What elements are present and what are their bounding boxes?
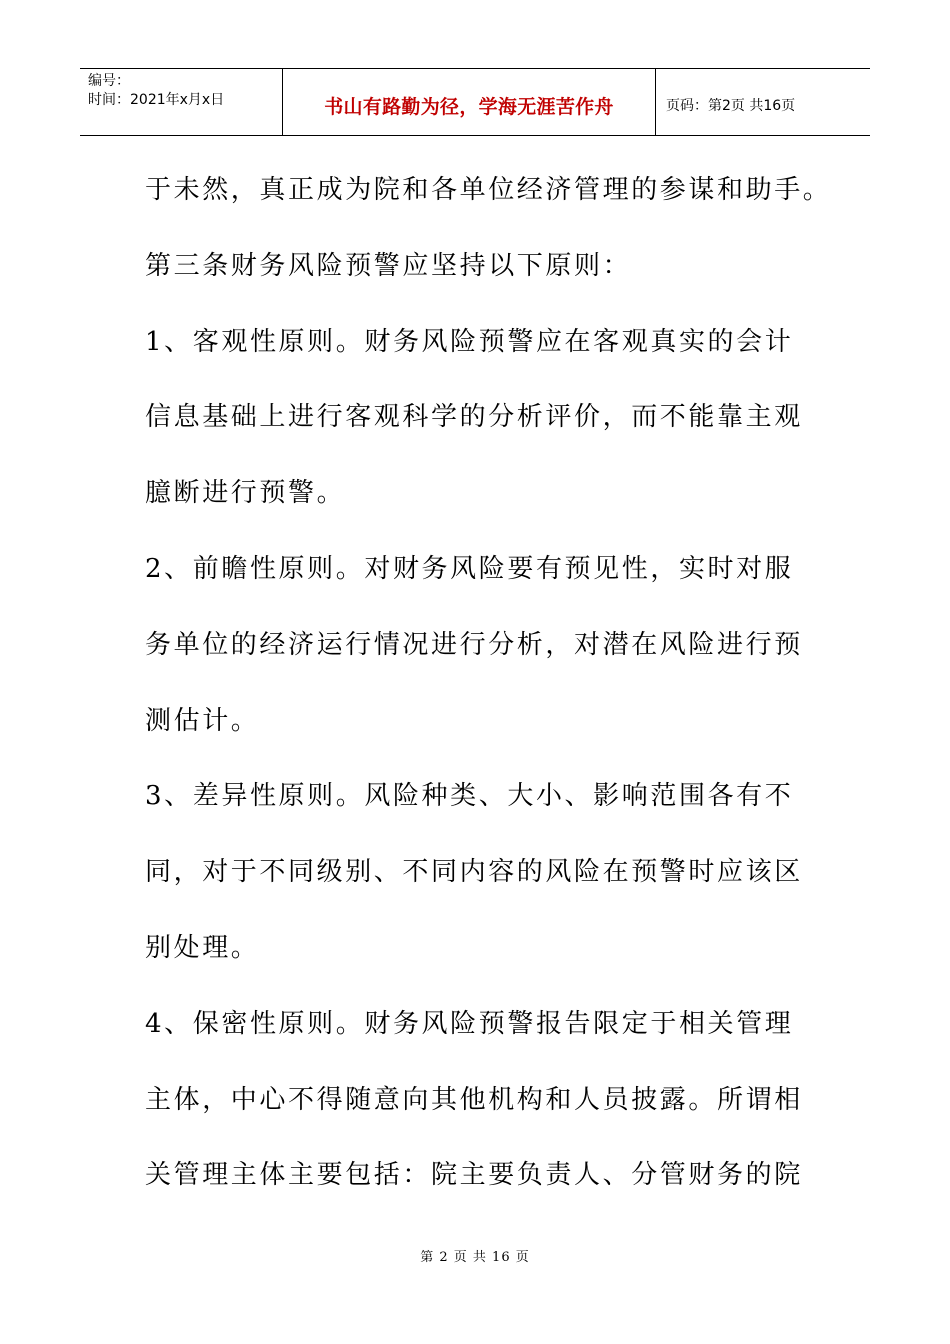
header-page-cell xyxy=(656,69,870,135)
body-line: 测估计。 xyxy=(145,705,260,736)
page-footer xyxy=(0,1246,950,1265)
body-line: 2、前瞻性原则。对财务风险要有预见性，实时对服 xyxy=(145,553,794,584)
footer-page-number: 第 2 页 共 16 页 xyxy=(420,1250,530,1265)
document-number-label: 编号： xyxy=(88,73,130,89)
document-date-label: 时间：2021年x月x日 xyxy=(88,92,225,108)
body-line: 主体，中心不得随意向其他机构和人员披露。所谓相 xyxy=(145,1084,803,1115)
header-motto: 书山有路勤为径，学海无涯苦作舟 xyxy=(324,95,614,118)
page-header xyxy=(80,68,870,136)
body-line: 第三条财务风险预警应坚持以下原则： xyxy=(145,250,632,281)
body-line: 信息基础上进行客观科学的分析评价，而不能靠主观 xyxy=(145,402,803,433)
body-line: 同，对于不同级别、不同内容的风险在预警时应该区 xyxy=(145,857,803,888)
header-motto-cell xyxy=(283,69,656,135)
header-meta-cell xyxy=(80,69,283,135)
body-line: 4、保密性原则。财务风险预警报告限定于相关管理 xyxy=(145,1008,794,1039)
body-line: 关管理主体主要包括：院主要负责人、分管财务的院 xyxy=(145,1160,803,1191)
body-line: 别处理。 xyxy=(145,932,260,963)
header-page-info: 页码：第2页 共16页 xyxy=(666,98,796,114)
body-line: 臆断进行预警。 xyxy=(145,478,346,509)
body-line: 于未然，真正成为院和各单位经济管理的参谋和助手。 xyxy=(145,175,832,205)
body-line: 1、客观性原则。财务风险预警应在客观真实的会计 xyxy=(145,326,794,357)
body-line: 务单位的经济运行情况进行分析，对潜在风险进行预 xyxy=(145,629,803,660)
document-body xyxy=(145,160,832,1221)
body-line: 3、差异性原则。风险种类、大小、影响范围各有不 xyxy=(145,781,794,812)
